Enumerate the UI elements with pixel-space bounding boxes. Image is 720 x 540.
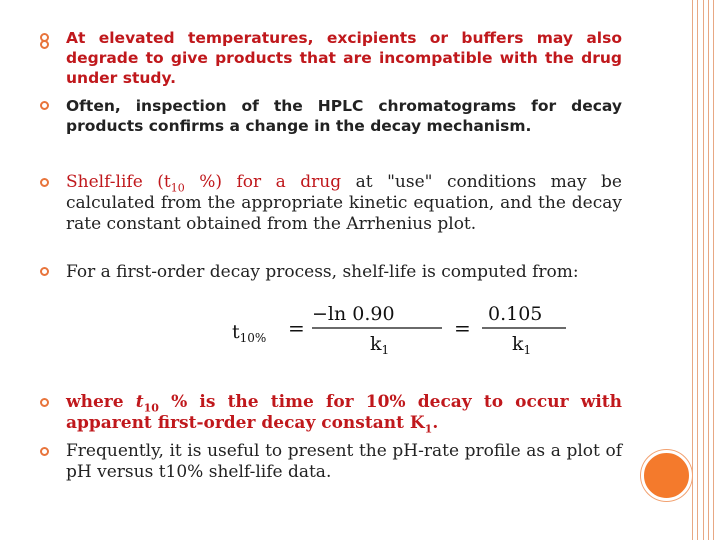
bullet-icon <box>40 178 49 187</box>
border-line <box>697 0 698 540</box>
formula-numerator: 0.105 <box>488 303 543 325</box>
bullet-text: Frequently, it is useful to present the pH-rate profile as a plot of pH versus t10% shelf-life data. <box>66 441 622 482</box>
border-line <box>713 0 714 540</box>
formula-denominator: $k_1$ <box>370 333 390 357</box>
bullet-text: Shelf-life ($t_{10}$ %) for a drug at "use" conditions may be calculated from the appropriate kinetic equation, and the decay rate constant obtained from the Arrhenius plot. <box>66 172 622 234</box>
bullet-icon <box>40 101 49 110</box>
bullet-icon <box>40 447 49 456</box>
border-line <box>703 0 704 540</box>
bullet-icon <box>40 398 49 407</box>
bullet-text: Often, inspection of the HPLC chromatograms for decay products confirms a change in the decay mechanism. <box>66 97 622 135</box>
bullet-text: For a first-order decay process, shelf-life is computed from: <box>66 262 579 282</box>
formula-equals: = <box>454 316 471 340</box>
bullet-icon <box>40 40 49 49</box>
shelf-life-label: Shelf-life ($t_{10}$ %) for a drug <box>66 172 342 195</box>
bullet-text: At elevated temperatures, excipients or buffers may also degrade to give products that are incompatible with the drug under study. <box>66 29 622 87</box>
formula-numerator: −ln 0.90 <box>312 303 395 325</box>
bullet-icon <box>40 267 49 276</box>
shelf-life-formula <box>230 300 590 360</box>
formula-equals: = <box>288 316 305 340</box>
formula-lhs: $t_{10\%}$ <box>232 321 267 345</box>
border-line <box>692 0 693 540</box>
bullet-text: where $t_{10}$ % is the time for 10% decay to occur with apparent first-order decay constant $K_1$. <box>66 392 622 436</box>
border-line <box>708 0 709 540</box>
formula-denominator: $k_1$ <box>512 333 532 357</box>
decorative-circle <box>641 450 692 501</box>
